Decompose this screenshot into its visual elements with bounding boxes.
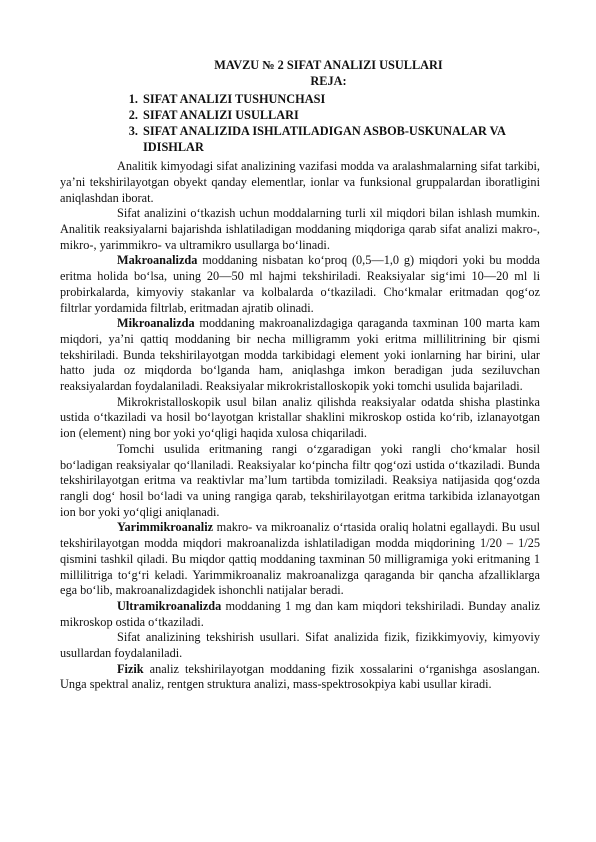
document-body [60, 159, 540, 693]
paragraph-text: Tomchi usulida eritmaning rangi o‘zgaradigan yoki rangli cho‘kmalar hosil bo‘ladigan reaksiyalar qo‘llaniladi. Reaksiyalar ko‘pincha filtr qog‘ozi ustida o‘tkaziladi. Bunda tekshirilayotgan eritma va reaktivlar ma’lum tartibda tomiziladi. Reaksiya natijasida qog‘ozda rangli dog‘ hosil bo‘ladi va uning rangiga qarab, tekshirilayotgan eritma tarkibida izlanayotgan ion bor yoki yo‘qligi aniqlanadi. [60, 441, 540, 519]
paragraph-lead: Yarimmikroanaliz [117, 520, 214, 535]
paragraph [60, 395, 540, 442]
paragraph-lead: Makroanalizda [117, 253, 198, 268]
plan-item: 1. SIFAT ANALIZI TUSHUNCHASI [141, 92, 540, 108]
paragraph [60, 520, 540, 599]
paragraph [60, 662, 540, 693]
paragraph [60, 630, 540, 661]
paragraph-text: Analitik kimyodagi sifat analizining vazifasi modda va aralashmalarning sifat tarkibi, ya’ni tekshirilayotgan obyekt qanday elementlar, ionlar va funksional gruppalardan iboratligini aniqlashdan iborat. [60, 159, 540, 205]
paragraph [60, 316, 540, 395]
paragraph [60, 253, 540, 316]
paragraph-text: analiz tekshirilayotgan moddaning fizik xossalarini o‘rganishga asoslangan. Unga spektral analiz, rentgen struktura analizi, mass-spektrosokpiya kabi usullar kiradi. [60, 661, 540, 692]
paragraph-text: Mikrokristalloskopik usul bilan analiz qilishda reaksiyalar odatda shisha plastinka ustida o‘tkaziladi va hosil bo‘layotgan kristallar shaklini mikroskop ostida ko‘rib, izlanayotgan ion (element) ning bor yoki yo‘qligi haqida xulosa chiqariladi. [60, 394, 540, 441]
paragraph-text: makro- va mikroanaliz o‘rtasida oraliq holatni egallaydi. Bu usul tekshirilayotgan modda miqdori makroanalizda ishlatiladigan modda miqdorining 1/20 – 1/25 qismini tashkil qiladi. Bu miqdor qattiq moddaning taxminan 50 milligramiga yoki eritmaning 1 millilitriga to‘g‘ri keladi. Yarimmikroanaliz makroanalizga qaraganda bir qancha afzalliklarga ega bo‘lib, makroanalizdagidek ishonchli natijalar beradi. [60, 520, 540, 598]
paragraph-lead: Mikroanalizda [117, 316, 195, 331]
plan-item: 2. SIFAT ANALIZI USULLARI [141, 108, 540, 124]
paragraph [60, 159, 540, 206]
paragraph-text: Sifat analizining tekshirish usullari. Sifat analizida fizik, fizikkimyoviy, kimyoviy usullardan foydalaniladi. [60, 630, 540, 661]
paragraph-text: moddaning nisbatan ko‘proq (0,5—1,0 g) miqdori yoki bu modda eritma holida bo‘lsa, uning 20—50 ml hajmi tekshiriladi. Reaksiyalar sig‘imi 10—20 ml li probirkalarda, kimyoviy stakanlar va kolbalarda o‘tkaziladi. Cho‘kmalar eritmadan qog‘oz filtrlar yordamida filtrlab, eritmadan ajratib olinadi. [60, 253, 540, 315]
plan-item: 3. SIFAT ANALIZIDA ISHLATILADIGAN ASBOB-USKUNALAR VA IDISHLAR [141, 124, 540, 155]
paragraph-lead: Ultramikroanalizda [117, 598, 222, 613]
paragraph [60, 206, 540, 253]
topic-title: MAVZU № 2 SIFAT ANALIZI USULLARI [214, 58, 443, 72]
paragraph-text: moddaning 1 mg dan kam miqdori tekshiriladi. Bunday analiz mikroskop ostida o‘tkaziladi. [60, 598, 540, 629]
paragraph-lead: Fizik [117, 661, 144, 676]
paragraph-text: moddaning makroanalizdagiga qaraganda taxminan 100 marta kam miqdori, ya’ni qattiq moddaning bir necha milligramm yoki eritma millilitrining bir qismi tekshiriladi. Bunda tekshirilayotgan modda tarkibidagi element yoki ionlarning har birini, ular hatto juda oz miqdorda bo‘lganda ham, aniqlashga imkon beradigan juda seziluvchan reaksiyalardan foydalaniladi. Reaksiyalar mikrokristalloskopik yoki tomchi usulida bajariladi. [60, 316, 540, 394]
paragraph [60, 599, 540, 630]
document-header [117, 58, 540, 89]
paragraph-text: Sifat analizini o‘tkazish uchun moddalarning turli xil miqdori bilan ishlash mumkin. Analitik reaksiyalarni bajarishda ishlatiladigan moddaning miqdoriga qarab sifat analizi makro-, mikro-, yarimmikro- va ultramikro usullarga bo‘linadi. [60, 206, 540, 252]
plan-heading: REJA: [310, 73, 347, 88]
paragraph [60, 442, 540, 521]
plan-list [117, 92, 540, 155]
